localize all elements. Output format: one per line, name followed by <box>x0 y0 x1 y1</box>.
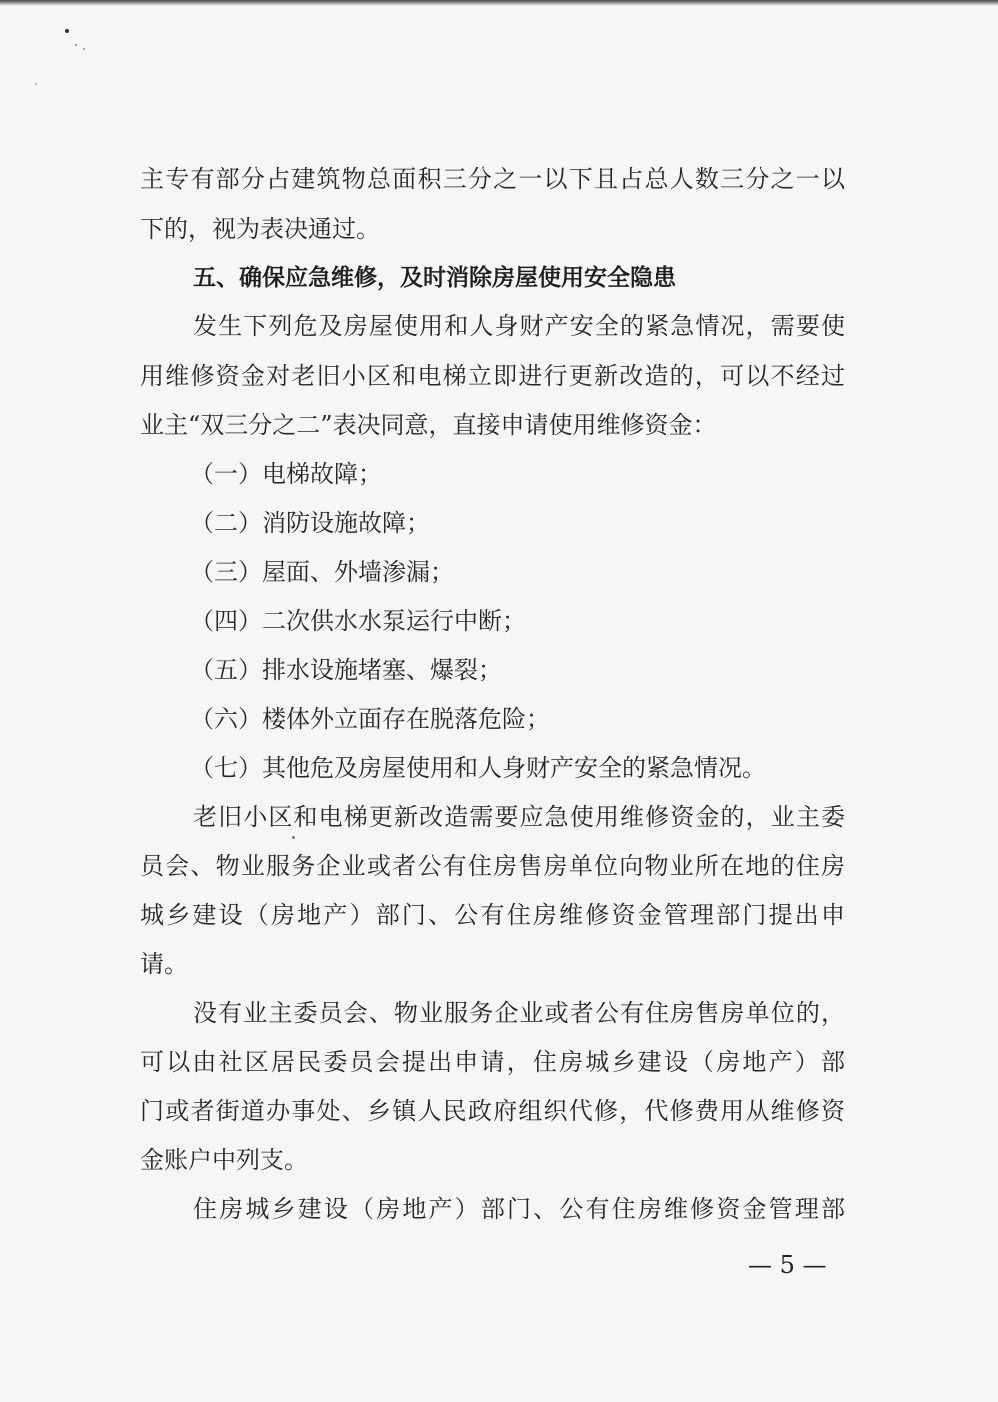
paragraph-line: 金账户中列支。 <box>140 1146 308 1174</box>
paragraph-line: 可以由社区居民委员会提出申请，住房城乡建设（房地产）部 <box>140 1048 845 1076</box>
list-item: （三）屋面、外墙渗漏； <box>190 558 454 586</box>
paragraph-line: 请。 <box>140 950 188 978</box>
scan-top-edge <box>0 0 998 6</box>
paragraph-line: 发生下列危及房屋使用和人身财产安全的紧急情况，需要使 <box>193 312 845 340</box>
paragraph-line: 员会、物业服务企业或者公有住房售房单位向物业所在地的住房 <box>140 852 845 880</box>
paragraph-line: 住房城乡建设（房地产）部门、公有住房维修资金管理部 <box>193 1195 845 1223</box>
scan-speck <box>292 836 295 839</box>
section-heading: 五、确保应急维修，及时消除房屋使用安全隐患 <box>193 265 676 291</box>
scan-speck <box>75 44 77 46</box>
paragraph-line: 没有业主委员会、物业服务企业或者公有住房售房单位的， <box>193 999 845 1027</box>
paragraph-line: 业主“双三分之二”表决同意，直接申请使用维修资金： <box>140 411 717 439</box>
paragraph-line: 门或者街道办事处、乡镇人民政府组织代修，代修费用从维修资 <box>140 1097 845 1125</box>
page-number: — 5 — <box>748 1251 827 1279</box>
list-item: （一）电梯故障； <box>190 460 382 488</box>
scan-speck <box>35 83 37 85</box>
list-item: （二）消防设施故障； <box>190 509 430 537</box>
scan-speck <box>83 48 85 50</box>
paragraph-line: 老旧小区和电梯更新改造需要应急使用维修资金的，业主委 <box>193 803 845 831</box>
list-item: （六）楼体外立面存在脱落危险； <box>190 705 550 733</box>
paragraph-line: 用维修资金对老旧小区和电梯立即进行更新改造的，可以不经过 <box>140 362 845 390</box>
paragraph-line: 城乡建设（房地产）部门、公有住房维修资金管理部门提出申 <box>140 901 845 929</box>
paragraph-line: 下的，视为表决通过。 <box>140 215 380 243</box>
paragraph-line: 主专有部分占建筑物总面积三分之一以下且占总人数三分之一以 <box>140 165 845 193</box>
list-item: （四）二次供水水泵运行中断； <box>190 607 526 635</box>
scan-speck <box>65 29 69 33</box>
list-item: （七）其他危及房屋使用和人身财产安全的紧急情况。 <box>190 754 766 782</box>
list-item: （五）排水设施堵塞、爆裂； <box>190 656 502 684</box>
